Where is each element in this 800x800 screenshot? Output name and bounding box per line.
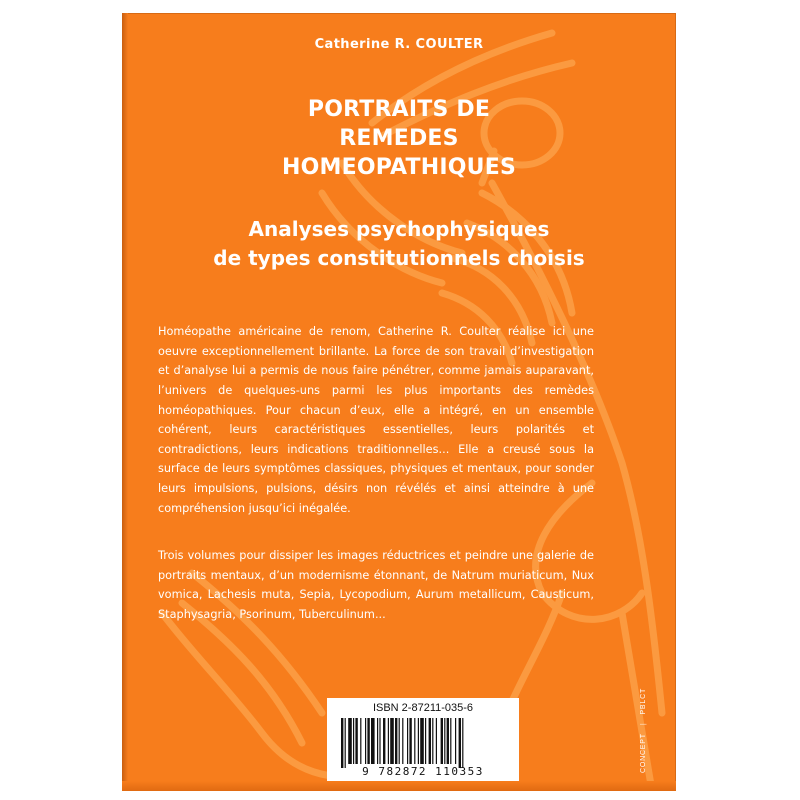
blurb-paragraph-1: Homéopathe américaine de renom, Catherine R. Coulter réalise ici une oeuvre exceptionnellement brillante. La force de son travail d’investigation et d’analyse lui a permis de nous faire pénétrer, comme jamais auparavant, l’univers de quelques-uns parmi les plus importants des remèdes homéopathiques. Pour chacun d’eux, elle a intégré, en un ensemble cohérent, leurs caractéristiques essentielles, leurs polarités et contradictions, leurs indications traditionnelles... Elle a creusé sous la surface de leurs symptômes classiques, physiques et mentaux, pour sonder leurs impulsions, pulsions, désirs non révélés et ainsi atteindre à une compréhension jusqu’ici inégalée.: [158, 325, 594, 515]
barcode-bar: [420, 718, 424, 764]
subtitle-line-1: Analyses psychophysiques: [248, 217, 550, 241]
barcode-bar: [379, 718, 380, 764]
barcode-bar: [390, 718, 394, 764]
barcode-bar: [407, 718, 408, 764]
barcode-bar: [345, 718, 346, 768]
bottom-edge-shadow: [122, 781, 676, 791]
barcode-bar: [409, 718, 411, 764]
book-back-cover: [122, 13, 676, 791]
barcode-bar: [360, 718, 361, 764]
barcode-bar: [353, 718, 354, 764]
barcode-bar: [441, 718, 443, 764]
barcode-bar: [371, 718, 375, 764]
book-title: [122, 95, 676, 182]
barcode-bar: [418, 718, 419, 764]
isbn-label: ISBN 2-87211-035-6: [372, 702, 474, 714]
barcode-image: [339, 718, 507, 768]
isbn-barcode-box: [327, 698, 519, 782]
credit-concept: CONCEPT: [640, 733, 647, 773]
barcode-bar: [395, 718, 397, 764]
barcode-bar: [462, 718, 463, 768]
barcode-bar: [341, 718, 343, 768]
author-name: Catherine R. COULTER: [314, 37, 484, 52]
subtitle-line-2: de types constitutionnels choisis: [213, 246, 585, 270]
barcode-bar: [399, 718, 400, 764]
barcode-bar: [425, 718, 426, 764]
barcode-bar: [447, 718, 449, 764]
barcode-bar: [355, 718, 357, 764]
book-subtitle: [122, 215, 676, 273]
barcode-bar: [402, 718, 403, 764]
barcode-bar: [459, 718, 461, 768]
barcode-bar: [455, 718, 456, 764]
title-line-2: REMEDES: [339, 126, 459, 151]
barcode-digits: 9 782872 110353: [362, 765, 484, 778]
barcode-bar: [348, 718, 352, 764]
barcode-bar: [365, 718, 366, 764]
barcode-bar: [450, 718, 451, 764]
barcode-bar: [414, 718, 415, 764]
credit-pblct: PBLCT: [640, 687, 647, 715]
title-line-1: PORTRAITS DE: [307, 97, 491, 122]
barcode-bar: [444, 718, 445, 764]
title-line-3: HOMEOPATHIQUES: [281, 155, 516, 180]
barcode-bar: [429, 718, 431, 764]
barcode-bar: [432, 718, 433, 764]
barcode-bar: [388, 718, 389, 764]
barcode-bar: [367, 718, 369, 764]
barcode-bar: [377, 718, 378, 764]
barcode-bar: [383, 718, 385, 764]
barcode-bar: [436, 718, 437, 764]
publisher-credit: CONCEPT|PBLCT: [640, 687, 647, 773]
blurb-paragraph-2: Trois volumes pour dissiper les images réductrices et peindre une galerie de portraits mentaux, d’un modernisme étonnant, de Natrum muriaticum, Nux vomica, Lachesis muta, Sepia, Lycopodium, Aurum metallicum, Causticum, Staphysagria, Psorinum, Tuberculinum...: [158, 549, 594, 622]
